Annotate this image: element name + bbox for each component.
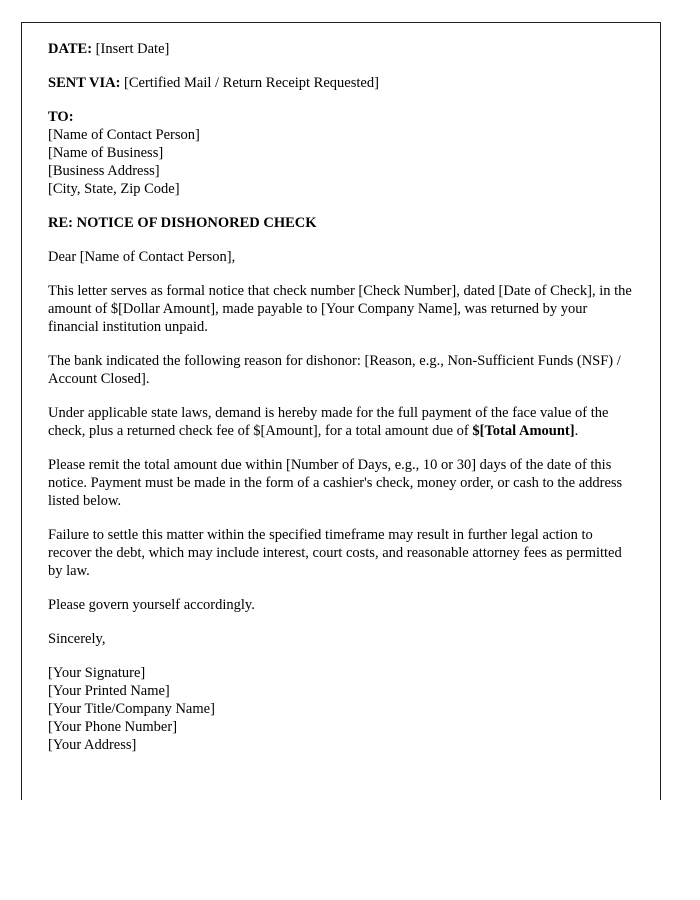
sent-via-line xyxy=(48,74,636,92)
sent-via-value: [Certified Mail / Return Receipt Requested] xyxy=(124,75,379,91)
signature-line: [Your Phone Number] xyxy=(48,719,178,735)
closing-salutation: Sincerely, xyxy=(48,631,106,647)
recipient-line: [Business Address] xyxy=(48,163,160,179)
subject-line: RE: NOTICE OF DISHONORED CHECK xyxy=(48,215,317,231)
salutation: Dear [Name of Contact Person], xyxy=(48,249,236,265)
paragraph-consequences: Failure to settle this matter within the specified timeframe may result in further legal action to recover the debt, which may include interest, court costs, and reasonable attorney fees as permitted by law. xyxy=(48,527,622,579)
signature-line: [Your Printed Name] xyxy=(48,683,170,699)
recipient-line: [Name of Business] xyxy=(48,145,164,161)
total-amount-placeholder: $[Total Amount] xyxy=(472,423,575,439)
recipient-line: [City, State, Zip Code] xyxy=(48,181,180,197)
paragraph-remittance: Please remit the total amount due within [Number of Days, e.g., 10 or 30] days of the date of this notice. Payment must be made in the form of a cashier's check, money order, or cash to the address listed below. xyxy=(48,457,623,509)
date-label: DATE: xyxy=(48,41,93,57)
date-line xyxy=(48,40,636,58)
date-value: [Insert Date] xyxy=(95,41,170,57)
to-label: TO: xyxy=(48,109,74,125)
demand-text-trailing: . xyxy=(574,423,579,439)
paragraph-notice: This letter serves as formal notice that check number [Check Number], dated [Date of Check], in the amount of $[Dollar Amount], made payable to [Your Company Name], was returned by your financial institution unpaid. xyxy=(48,283,632,335)
paragraph-govern: Please govern yourself accordingly. xyxy=(48,597,255,613)
letter-body xyxy=(48,40,636,770)
letter-page xyxy=(21,22,661,800)
demand-text-leading: Under applicable state laws, demand is hereby made for the full payment of the face value of the check, plus a returned check fee of $[Amount], for a total amount due of xyxy=(48,405,609,439)
signature-block xyxy=(48,664,636,754)
paragraph-reason: The bank indicated the following reason for dishonor: [Reason, e.g., Non-Sufficient Funds (NSF) / Account Closed]. xyxy=(48,353,621,387)
paragraph-demand xyxy=(48,404,636,440)
signature-line: [Your Signature] xyxy=(48,665,146,681)
sent-via-label: SENT VIA: xyxy=(48,75,121,91)
recipient-block xyxy=(48,108,636,198)
signature-line: [Your Address] xyxy=(48,737,137,753)
recipient-line: [Name of Contact Person] xyxy=(48,127,200,143)
signature-line: [Your Title/Company Name] xyxy=(48,701,215,717)
